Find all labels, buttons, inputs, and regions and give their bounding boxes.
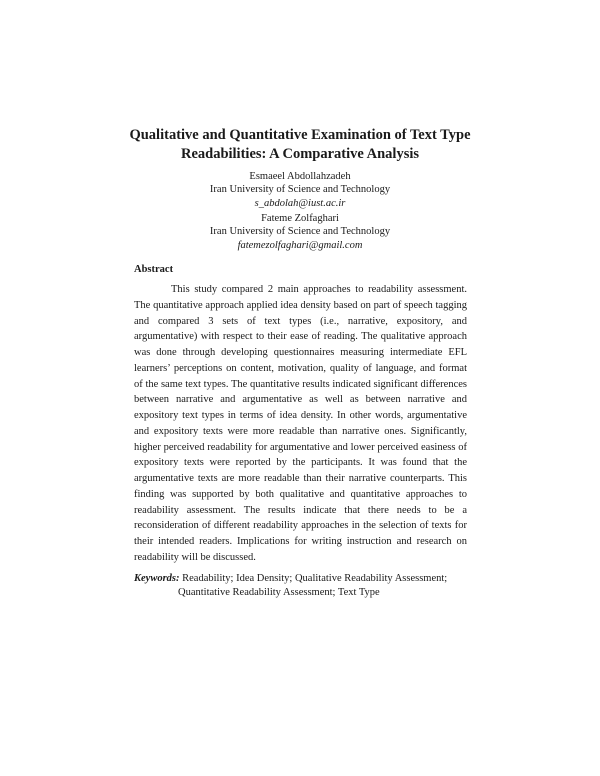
abstract-heading: Abstract (134, 264, 174, 275)
author-email: fatemezolfaghari@gmail.com (237, 239, 363, 251)
title-line-1: Qualitative and Quantitative Examination of Text Type (129, 127, 471, 143)
abstract-body: This study compared 2 main approaches to readability assessment. The quantitative approach applied idea density based on part of speech tagging and compared 3 sets of text types (i.e., narrative, expository, and argumentative) with respect to their ease of reading. The qualitative approach was done through developing questionnaires measuring intermediate EFL learners’ perceptions on content, motivation, quality of language, and format of the same text types. The quantitative results indicated significant differences between narrative and argumentative as well as between narrative and expository text types in terms of idea density. In other words, argumentative and expository texts were more readable than narrative ones. Significantly, higher perceived readability for argumentative and lower perceived easiness of expository texts were reported by the participants. It was found that the argumentative texts are more readable than their narrative counterparts. This finding was supported by both qualitative and quantitative approaches to readability assessment. The results indicate that there needs to be a reconsideration of different readability approaches in the selection of texts for their intended readers. Implications for writing instruction and research on readability will be discussed. (134, 284, 467, 563)
author-affiliation: Iran University of Science and Technology (209, 226, 391, 238)
author-name: Fateme Zolfaghari (261, 213, 339, 224)
paper-title (100, 126, 500, 164)
author-block-1 (100, 170, 500, 210)
author-affiliation: Iran University of Science and Technology (209, 184, 391, 196)
keywords-line-2: Quantitative Readability Assessment; Text Type (178, 586, 380, 598)
keywords-block (134, 572, 474, 599)
keywords-label: Keywords: (134, 573, 180, 584)
author-name: Esmaeel Abdollahzadeh (249, 171, 351, 182)
author-email: s_abdolah@iust.ac.ir (254, 197, 346, 209)
title-line-2: Readabilities: A Comparative Analysis (180, 146, 420, 162)
keywords-line-1 (134, 572, 474, 586)
keywords-list-1: Readability; Idea Density; Qualitative Readability Assessment; (182, 573, 448, 584)
author-block-2 (100, 212, 500, 252)
